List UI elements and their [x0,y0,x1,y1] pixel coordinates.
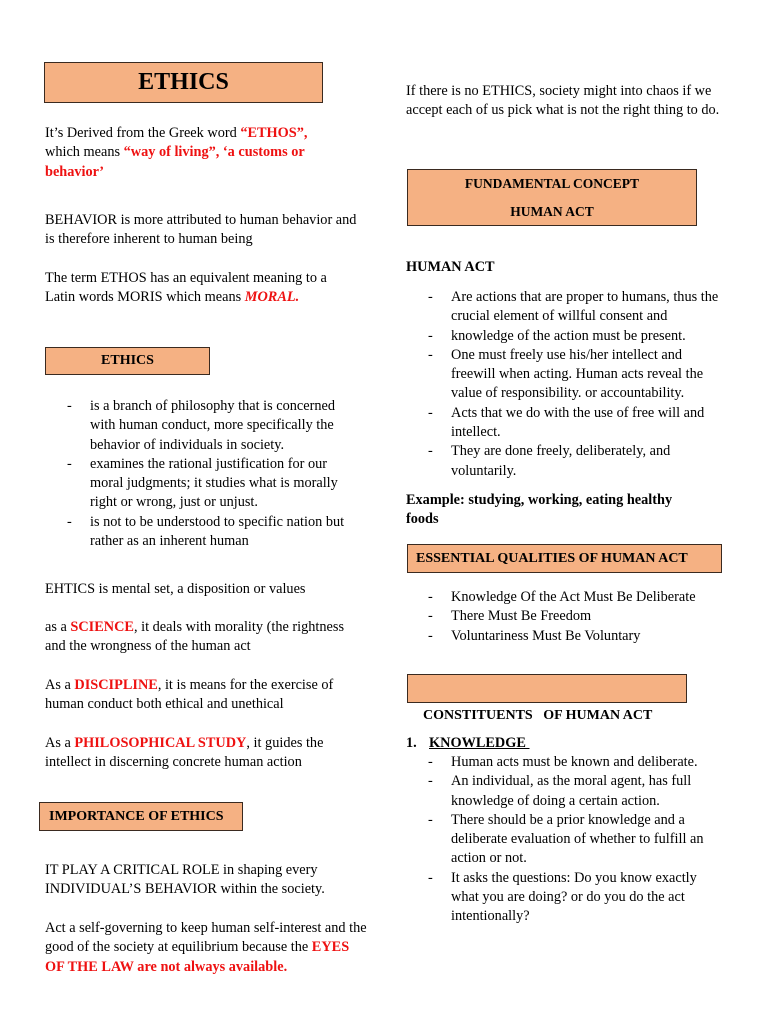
ethos-meaning: “way of living”, ‘a customs or behavior’ [45,144,305,180]
discipline-pre: As a [45,677,75,693]
importance-section-header [39,802,243,831]
list-item: - One must freely use his/her intellect and freewill when acting. Human acts reveal the value of responsibility. or accountability. [406,346,726,404]
list-item: - Acts that we do with the use of free will and intellect. [406,404,726,443]
ethos-word: “ETHOS”, [240,125,308,141]
list-item: - Human acts must be known and deliberate. [406,753,726,772]
list-item: - is a branch of philosophy that is concerned with human conduct, more specifically the behavior of individuals in society. [45,397,363,455]
philosophical-pre: As a [45,735,75,751]
behavior-paragraph: BEHAVIOR is more attributed to human behavior and is therefore inherent to human being [45,212,357,248]
list-item: - examines the rational justification for our moral judgments; it studies what is morally right or wrong, just or unjust. [45,455,363,513]
list-item: - Knowledge Of the Act Must Be Deliberate [406,588,726,607]
moris-text: The term ETHOS has an equivalent meaning to a Latin words MORIS which means [45,270,327,306]
discipline-post: , it is means for the exercise of human conduct both ethical and unethical [45,677,334,713]
list-item: - Voluntariness Must Be Voluntary [406,627,726,646]
fundamental-human-act-label: HUMAN ACT [510,204,594,219]
human-act-list [406,288,726,481]
list-item: - There Must Be Freedom [406,607,726,626]
discipline-paragraph [45,676,365,715]
derived-paragraph [45,124,345,182]
derived-text: It’s Derived from the Greek word [45,125,241,141]
science-post: , it deals with morality (the rightness and the wrongness of the human act [45,619,345,655]
fundamental-concept-label: FUNDAMENTAL CONCEPT [464,176,640,191]
science-pre: as a [45,619,71,635]
human-act-heading: HUMAN ACT [406,259,495,275]
discipline-word: DISCIPLINE [74,677,158,693]
list-item: - is not to be understood to specific nation but rather as an inherent human [45,513,363,552]
constituents-label: CONSTITUENTS OF HUMAN ACT [423,708,653,723]
list-item: - There should be a prior knowledge and a deliberate evaluation of whether to fulfill an action or not. [406,811,726,869]
fundamental-concept-box [407,169,697,226]
essential-qualities-list [406,588,726,646]
moral-word: MORAL. [244,289,300,306]
knowledge-title: KNOWLEDGE [429,735,530,751]
moris-paragraph [45,269,350,308]
list-item: - Are actions that are proper to humans, thus the crucial element of willful consent and [406,288,726,327]
ethics-section-label: ETHICS [101,353,154,368]
list-item: - They are done freely, deliberately, and voluntarily. [406,442,726,481]
science-paragraph [45,618,365,657]
self-governing-text: Act a self-governing to keep human self-interest and the good of the society at equilibrium because the [45,920,367,956]
ethics-definition-list [45,397,363,551]
ethics-section-header [45,347,210,375]
mental-set-paragraph: EHTICS is mental set, a disposition or values [45,581,306,597]
knowledge-list [406,753,726,927]
science-word: SCIENCE [70,619,134,635]
ethics-title-box [44,62,323,103]
constituents-header [407,674,687,723]
which-means-text: which means [45,144,124,161]
list-item: - An individual, as the moral agent, has full knowledge of doing a certain action. [406,772,726,811]
self-governing-paragraph [45,919,367,977]
philosophical-word: PHILOSOPHICAL STUDY [74,735,247,751]
essential-qualities-label: ESSENTIAL QUALITIES OF HUMAN ACT [416,551,688,566]
eyes-of-law-text: EYES OF THE LAW are not always available. [45,939,350,975]
chaos-paragraph: If there is no ETHICS, society might into chaos if we accept each of us pick what is not the right thing to do. [406,83,720,119]
example-text: Example: studying, working, eating healthy foods [406,492,673,528]
philosophical-post: , it guides the intellect in discerning concrete human action [45,735,324,771]
philosophical-paragraph [45,734,365,773]
critical-role-paragraph: IT PLAY A CRITICAL ROLE in shaping every INDIVIDUAL’S BEHAVIOR within the society. [45,862,325,898]
list-item: - It asks the questions: Do you know exactly what you are doing? or do you do the act intentionally? [406,869,726,927]
essential-qualities-header [407,544,722,573]
list-item: - knowledge of the action must be present. [406,327,726,346]
knowledge-heading [406,734,706,753]
knowledge-number: 1. [406,735,417,751]
ethics-title: ETHICS [138,69,229,95]
importance-section-label: IMPORTANCE OF ETHICS [49,809,224,824]
